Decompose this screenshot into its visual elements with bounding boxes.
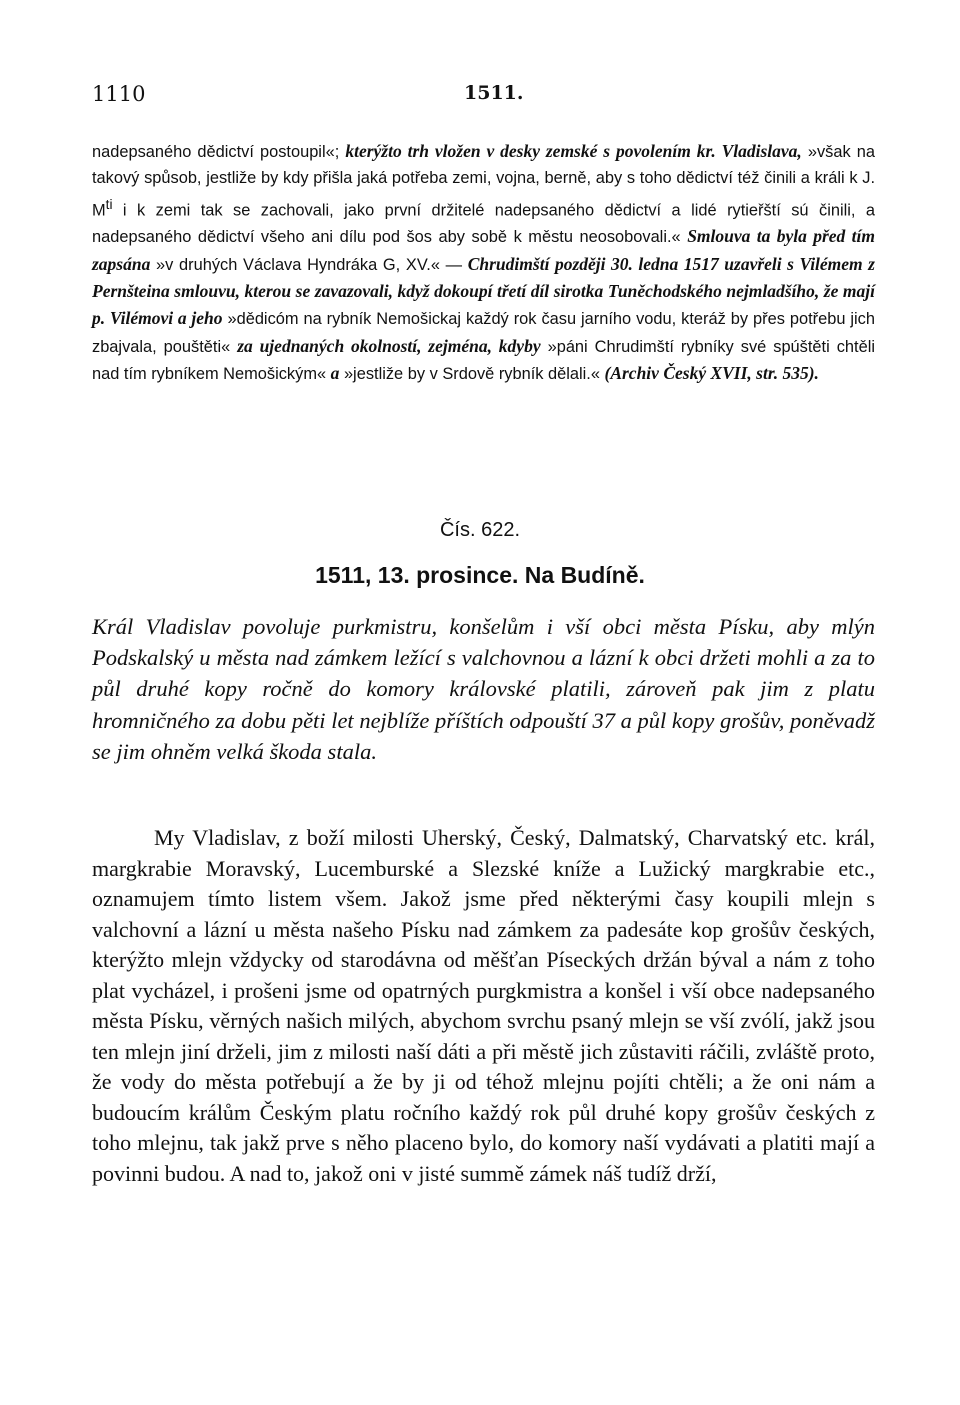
document-date-place: 1511, 13. prosince. Na Budíně. (315, 562, 645, 588)
note-italic-text: Chrudimští později 30. ledna 1517 uzavřeli s Vilémem z Pernšteina smlouvu, kterou se zavazovali, když dokoupí třetí díl sirotka Tuněchodského nejmladšího, že mají p. Vilémovi a jeho (92, 253, 875, 329)
note-text: nadepsaného dědictví postoupil«; (92, 143, 346, 161)
page-header (92, 82, 872, 112)
note-italic-text: Smlouva ta byla před tím zapsána (92, 226, 875, 274)
note-text: »páni Chrudimští rybníky své spúštěti chtěli nad tím rybníkem Nemošickým« (92, 337, 875, 383)
note-text: i k zemi tak se zachovali, jako první držitelé nadepsaného dědictví a lidé rytieřští sú činili, a nadepsaného dědictví všeho ani dílu pod šos aby sobě k městu neosobovali.« (92, 201, 875, 247)
note-text: »dědicóm na rybník Nemošickaj každý rok času jarního vodu, kteráž by přes potřebu jich zbajvala, pouštěti« (92, 310, 875, 356)
previous-document-note (92, 138, 875, 387)
document-body-text: My Vladislav, z boží milosti Uherský, Český, Dalmatský, Charvatský etc. král, margkrabie Moravský, Lucemburské a Slezské kníže a Lužický margkrabie etc., oznamujem tímto listem všem. Jakož jsme před některými časy koupili mlejn s valchovní a lázní u města našeho Písku nad zámkem za padesáte kop grošův českých, kterýžto mlejn vždycky od starodávna od měšťan Píseckých držán býval a nám z toho plat vycházel, i prošeni jsme od opatrných purgkmistra a konšel i vší obce nadepsaného města Písku, věrných našich milých, abychom svrchu psaný mlejn se vší zvólí, jakž jsou ten mlejn jiní drželi, jim z milosti naší dáti a při městě jich zůstaviti ráčili, zvláště proto, že vody do města potřebují a že by ji od téhož mlejnu pojíti chtěli; a že oni nám a budoucím králům Českým platu ročního každý rok půl druhé kopy grošův českých z toho mlejnu, tak jakž prve s něho placeno bylo, do komory naší vydávati a platiti mají a povinni budou. A nad to, jakož oni v jisté summě zámek náš tudíž drží, (92, 825, 875, 1186)
running-year-header: 1511. (464, 82, 524, 104)
note-italic-text: kterýžto trh vložen v desky zemské s povolením kr. Vladislava, (345, 141, 802, 161)
document-number: Čís. 622. (439, 519, 521, 541)
note-text: »jestliže by v Srdově rybník dělali.« (339, 364, 605, 383)
note-italic-text: a (330, 362, 340, 383)
note-superscript: ti (105, 196, 113, 212)
note-text: »v druhých Václava Hyndráka G, XV.« — (150, 255, 468, 274)
note-citation: (Archiv Český XVII, str. 535). (604, 362, 819, 383)
note-italic-text: za ujednaných okolností, zejména, kdyby (237, 335, 541, 356)
note-text: »však na takový spůsob, jestliže by kdy přišla jaká potřeba zemi, vojna, berně, aby s toho dědictví též činili a králi k J. M (92, 143, 875, 220)
document-summary: Král Vladislav povoluje purkmistru, konšelům i vší obci města Písku, aby mlýn Podskalský u města nad zámkem ležící s valchovnou a lázní k obci držeti mohli a za to půl druhé kopy ročně do komory královské platili, zároveň pak jim z platu hromničného za dobu pěti let nejblíže příštích odpouští 37 a půl kopy grošův, poněvadž se jim ohněm velká škoda stala. (92, 614, 875, 764)
page-number: 1110 (92, 82, 146, 106)
